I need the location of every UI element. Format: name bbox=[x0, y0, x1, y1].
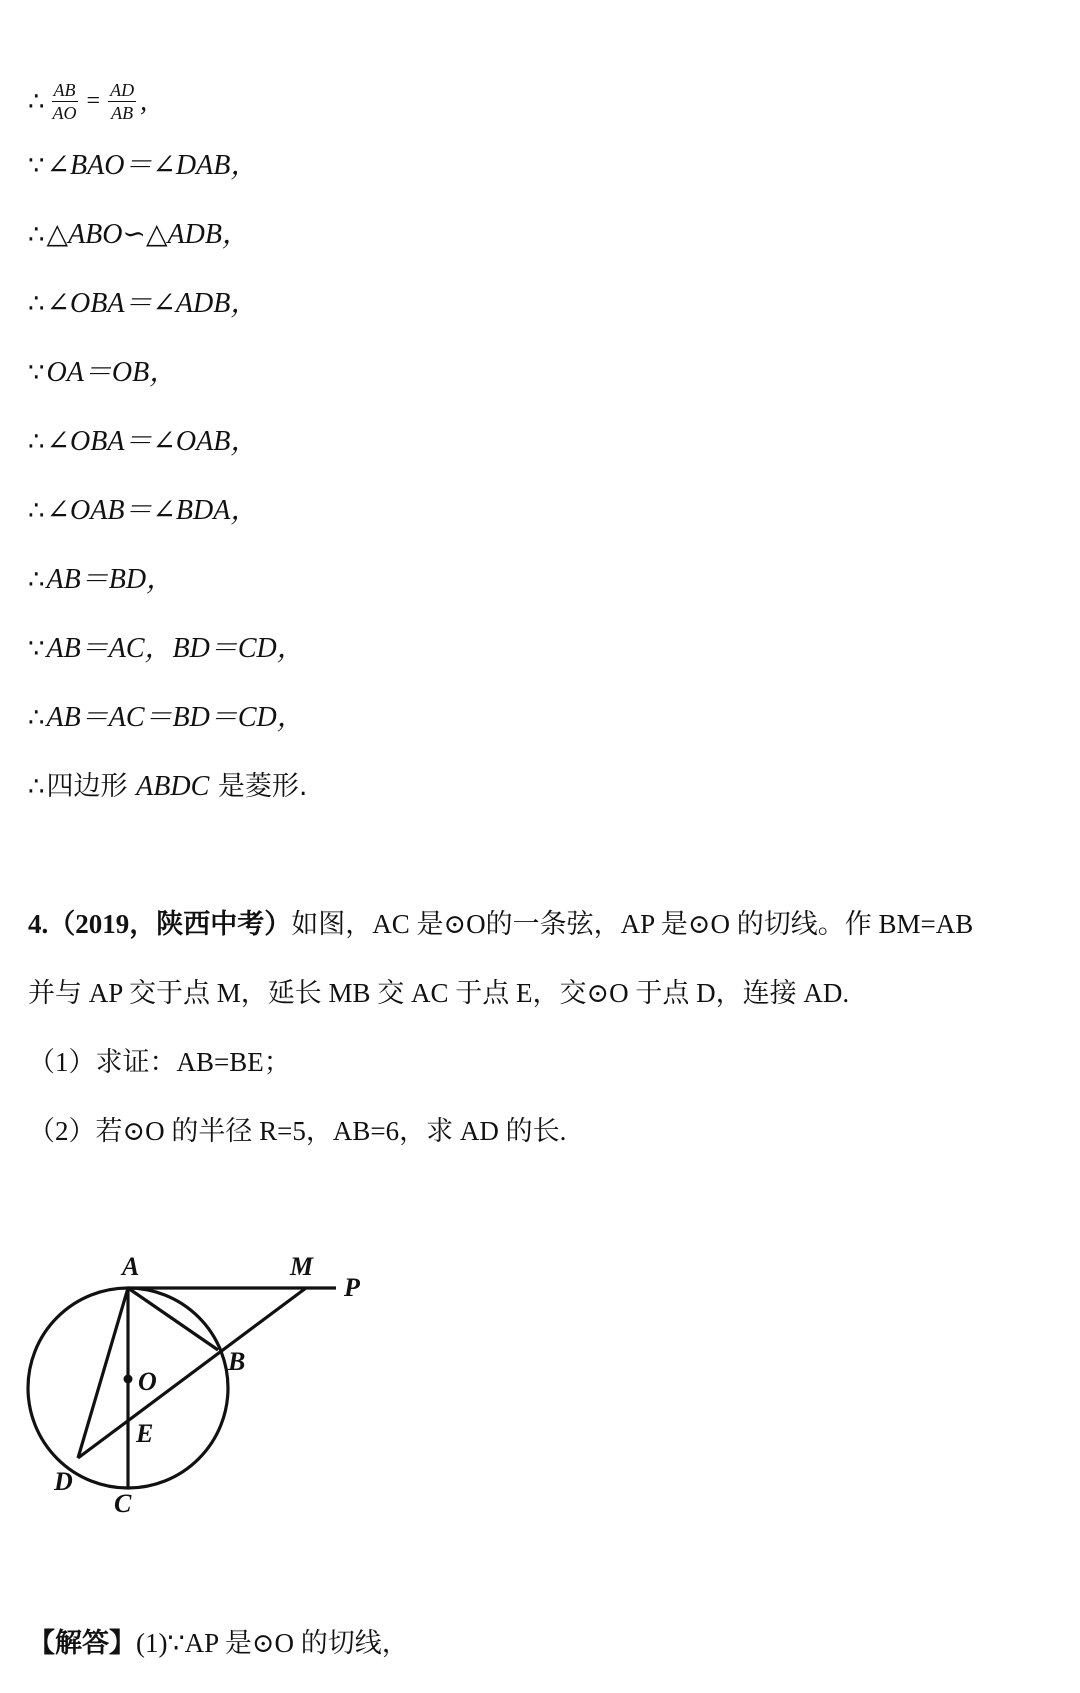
proof-line bbox=[28, 631, 305, 667]
proof-statement: ∠OAB＝∠BDA， bbox=[46, 495, 259, 526]
segment-md bbox=[78, 1288, 306, 1458]
therefore-symbol: ∴ bbox=[28, 220, 45, 250]
comma: , bbox=[140, 85, 148, 117]
label-o: O bbox=[138, 1367, 157, 1396]
label-a: A bbox=[122, 1252, 140, 1281]
proof-line bbox=[28, 493, 258, 529]
fraction-ab-over-ao bbox=[51, 80, 79, 123]
proof-line bbox=[28, 355, 177, 391]
therefore-symbol: ∴ bbox=[28, 496, 45, 526]
because-symbol: ∵ bbox=[28, 358, 45, 388]
answer-tag: 【解答】 bbox=[28, 1628, 136, 1659]
proof-statement: ∠OBA＝∠OAB， bbox=[46, 426, 259, 457]
problem-number: 4.（2019，陕西中考） bbox=[28, 909, 292, 939]
problem-part-2: （2）若⊙O 的半径 R=5，AB=6，求 AD 的长. bbox=[28, 1116, 567, 1146]
center-point-o bbox=[124, 1375, 133, 1384]
fraction-ad-over-ab bbox=[108, 80, 136, 123]
label-c: C bbox=[114, 1489, 132, 1518]
therefore-symbol: ∴ bbox=[28, 427, 45, 457]
proof-line bbox=[28, 424, 258, 460]
problem-stem-line-2: 并与 AP 交于点 M，延长 MB 交 AC 于点 E，交⊙O 于点 D，连接 AD. bbox=[28, 978, 850, 1008]
proof-statement: ∠OBA＝∠ADB， bbox=[46, 288, 259, 319]
fraction-denominator: AB bbox=[111, 103, 134, 123]
proof-line bbox=[28, 562, 174, 598]
fraction-denominator: AO bbox=[52, 103, 77, 123]
conclusion-prefix: 四边形 bbox=[46, 771, 137, 802]
problem-stem-line-1 bbox=[28, 906, 973, 942]
proof-statement: AB＝AC，BD＝CD， bbox=[46, 633, 305, 664]
proof-line bbox=[28, 217, 250, 253]
proof-fraction-line bbox=[28, 80, 147, 123]
answer-line bbox=[28, 1625, 409, 1662]
because-symbol: ∵ bbox=[28, 634, 45, 664]
proof-statement: AB＝BD， bbox=[46, 564, 175, 595]
proof-line bbox=[28, 148, 258, 184]
conclusion-suffix: 是菱形. bbox=[209, 771, 308, 802]
geometry-figure bbox=[28, 1252, 408, 1568]
therefore-symbol: ∴ bbox=[28, 289, 45, 319]
proof-statement: △ABO∽△ADB， bbox=[46, 219, 250, 250]
therefore-symbol: ∴ bbox=[28, 772, 45, 802]
proof-statement: AB＝AC＝BD＝CD， bbox=[46, 702, 305, 733]
label-d: D bbox=[54, 1467, 73, 1496]
therefore-symbol: ∴ bbox=[28, 565, 45, 595]
proof-statement: ∠BAO＝∠DAB， bbox=[46, 150, 259, 181]
label-b: B bbox=[228, 1347, 246, 1376]
equals-sign: = bbox=[86, 88, 101, 114]
proof-statement: OA＝OB， bbox=[46, 357, 178, 388]
proof-line bbox=[28, 286, 258, 322]
conclusion-figure-name: ABDC bbox=[136, 771, 210, 802]
segment-ad bbox=[78, 1288, 128, 1458]
label-p: P bbox=[344, 1273, 360, 1302]
proof-line bbox=[28, 700, 305, 736]
problem-stem-text: 如图，AC 是⊙O的一条弦，AP 是⊙O 的切线。作 BM=AB bbox=[291, 909, 974, 939]
answer-text: (1)∵AP 是⊙O 的切线， bbox=[136, 1628, 409, 1658]
label-e: E bbox=[136, 1419, 154, 1448]
label-m: M bbox=[290, 1252, 314, 1281]
problem-part-1: （1）求证：AB=BE； bbox=[28, 1047, 291, 1077]
proof-conclusion bbox=[28, 769, 307, 805]
therefore-symbol: ∴ bbox=[28, 86, 45, 117]
fraction-numerator: AB bbox=[53, 80, 76, 100]
because-symbol: ∵ bbox=[28, 151, 45, 181]
therefore-symbol: ∴ bbox=[28, 703, 45, 733]
fraction-numerator: AD bbox=[110, 80, 135, 100]
